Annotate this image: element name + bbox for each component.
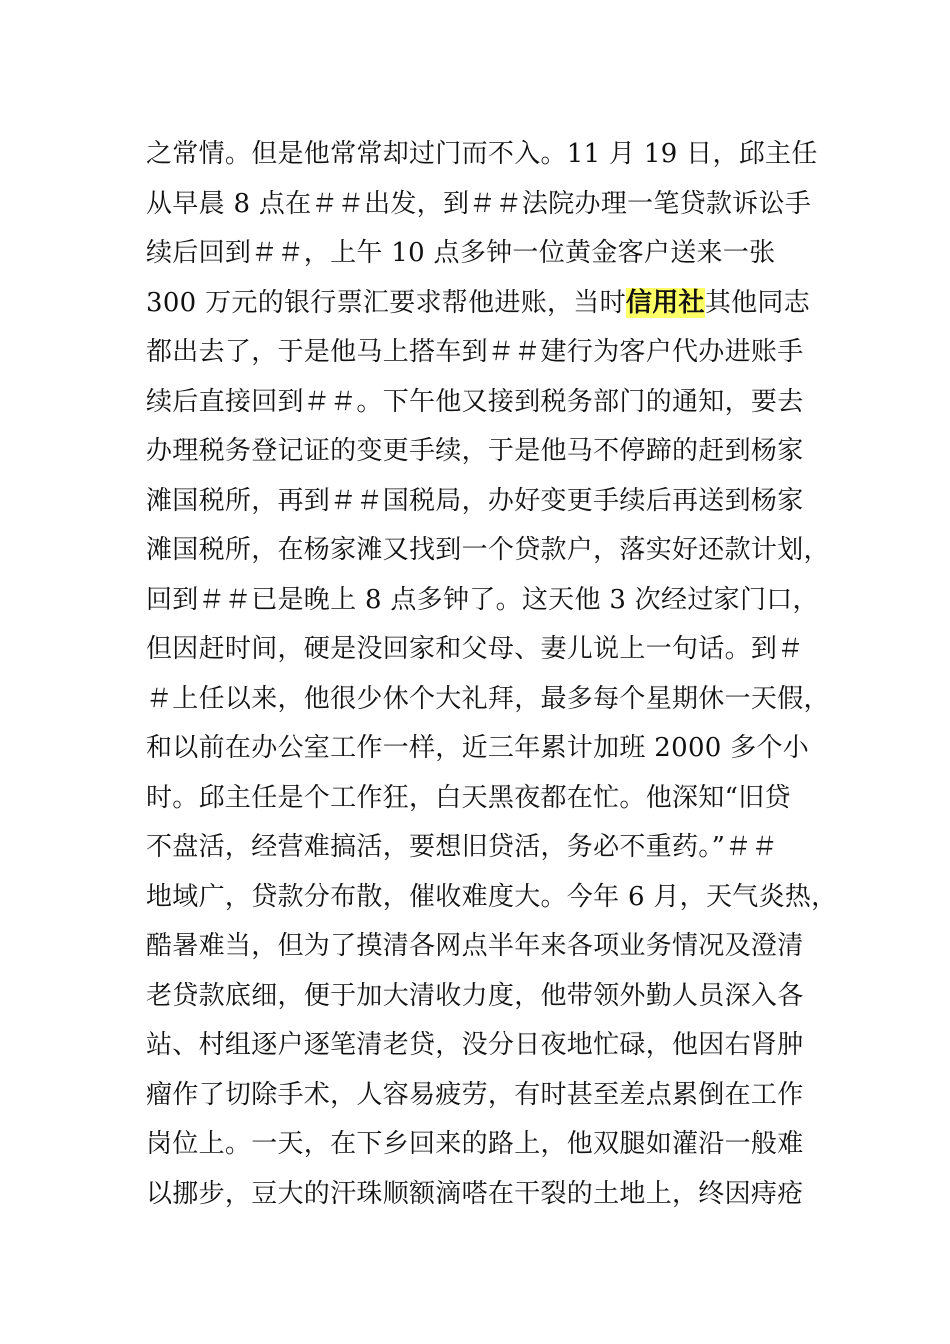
text-line-21: 岗位上。一天，在下乡回来的路上，他双腿如灌沿一般难 [146, 1129, 804, 1159]
text-line-5: 都出去了，于是他马上搭车到＃＃建行为客户代办进账手 [146, 337, 804, 367]
text-line-15: 不盘活，经营难搞活，要想旧贷活，务必不重药。”＃＃ [146, 832, 778, 862]
body-text [146, 130, 838, 1219]
text-line-11: 但因赶时间，硬是没回家和父母、妻儿说上一句话。到＃ [146, 634, 804, 664]
text-line-4-after: 其他同志 [704, 287, 811, 318]
text-line-4-before: 300 万元的银行票汇要求帮他进账，当时 [146, 287, 626, 318]
text-line-10: 回到＃＃已是晚上 8 点多钟了。这天他 3 次经过家门口， [146, 584, 819, 615]
text-line-6: 续后直接回到＃＃。下午他又接到税务部门的通知，要去 [146, 386, 804, 417]
text-line-12: ＃上任以来，他很少休个大礼拜，最多每个星期休一天假， [146, 683, 830, 714]
text-line-16: 地域广，贷款分布散，催收难度大。今年 6 月，天气炎热， [146, 881, 838, 912]
text-line-2: 从早晨 8 点在＃＃出发，到＃＃法院办理一笔贷款诉讼手 [146, 188, 812, 219]
text-line-7: 办理税务登记证的变更手续，于是他马不停蹄的赶到杨家 [146, 436, 804, 466]
text-line-19: 站、村组逐户逐笔清老贷，没分日夜地忙碌，他因右肾肿 [146, 1030, 804, 1060]
text-line-9: 滩国税所，在杨家滩又找到一个贷款户，落实好还款计划， [146, 535, 830, 565]
text-line-17: 酷暑难当，但为了摸清各网点半年来各项业务情况及澄清 [146, 931, 804, 961]
text-line-14: 时。邱主任是个工作狂，白天黑夜都在忙。他深知“旧贷 [146, 782, 791, 813]
text-line-22: 以挪步，豆大的汗珠顺额滴嗒在干裂的土地上，终因痔疮 [146, 1178, 804, 1209]
text-line-4 [146, 279, 826, 329]
text-line-1: 之常情。但是他常常却过门而不入。11 月 19 日，邱主任 [146, 139, 818, 169]
highlighted-term: 信用社 [625, 287, 705, 318]
text-line-8: 滩国税所，再到＃＃国税局，办好变更手续后再送到杨家 [146, 485, 804, 516]
text-line-13: 和以前在办公室工作一样，近三年累计加班 2000 多个小 [146, 733, 810, 763]
text-line-18: 老贷款底细，便于加大清收力度，他带领外勤人员深入各 [146, 980, 804, 1011]
text-line-3: 续后回到＃＃，上午 10 点多钟一位黄金客户送来一张 [146, 238, 776, 268]
text-line-20: 瘤作了切除手术，人容易疲劳，有时甚至差点累倒在工作 [146, 1079, 804, 1110]
